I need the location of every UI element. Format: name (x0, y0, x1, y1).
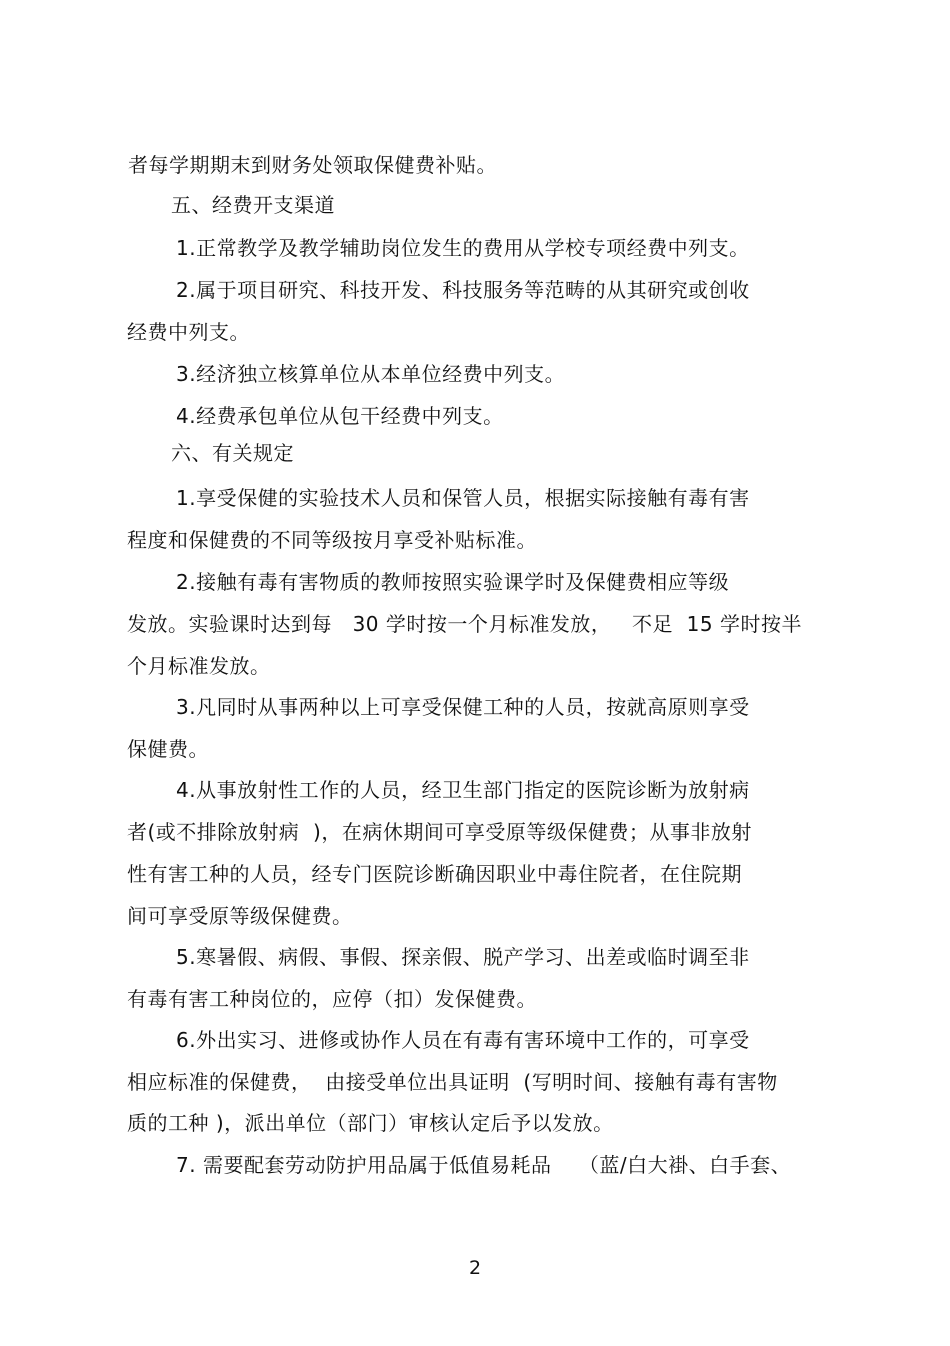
text-line-18: 性有害工种的人员，经专门医院诊断确因职业中毒住院者，在住院期 (127, 862, 742, 886)
text-line-10: 程度和保健费的不同等级按月享受补贴标准。 (127, 528, 537, 552)
text-line-7: 4.经费承包单位从包干经费中列支。 (176, 404, 504, 428)
text-line-17: 者(或不排除放射病 )，在病休期间可享受原等级保健费；从事非放射 (127, 820, 752, 844)
text-line-19: 间可享受原等级保健费。 (127, 904, 353, 928)
section-heading-5: 五、经费开支渠道 (171, 193, 335, 217)
text-line-16: 4.从事放射性工作的人员，经卫生部门指定的医院诊断为放射病 (176, 778, 750, 802)
text-line-1: 者每学期期末到财务处领取保健费补贴。 (128, 153, 497, 177)
text-line-3: 1.正常教学及教学辅助岗位发生的费用从学校专项经费中列支。 (176, 236, 750, 260)
text-line-14: 3.凡同时从事两种以上可享受保健工种的人员，按就高原则享受 (176, 695, 750, 719)
text-line-9: 1.享受保健的实验技术人员和保管人员，根据实际接触有毒有害 (176, 486, 750, 510)
text-line-5: 经费中列支。 (127, 320, 250, 344)
text-line-25: 7. 需要配套劳动防护用品属于低值易耗品 （蓝/白大褂、白手套、 (176, 1153, 792, 1177)
text-line-22: 6.外出实习、进修或协作人员在有毒有害环境中工作的，可享受 (176, 1028, 750, 1052)
text-line-6: 3.经济独立核算单位从本单位经费中列支。 (176, 362, 566, 386)
section-heading-6: 六、有关规定 (171, 441, 294, 465)
text-line-13: 个月标准发放。 (127, 654, 271, 678)
text-line-12: 发放。实验课时达到每 30 学时按一个月标准发放， 不足 15 学时按半 (127, 612, 802, 636)
text-line-21: 有毒有害工种岗位的，应停（扣）发保健费。 (127, 987, 537, 1011)
text-line-24: 质的工种 )，派出单位（部门）审核认定后予以发放。 (127, 1111, 614, 1135)
text-line-20: 5.寒暑假、病假、事假、探亲假、脱产学习、出差或临时调至非 (176, 945, 750, 969)
text-line-11: 2.接触有毒有害物质的教师按照实验课学时及保健费相应等级 (176, 570, 730, 594)
text-line-23: 相应标准的保健费， 由接受单位出具证明 (写明时间、接触有毒有害物 (127, 1070, 778, 1094)
text-line-15: 保健费。 (127, 737, 209, 761)
text-line-4: 2.属于项目研究、科技开发、科技服务等范畴的从其研究或创收 (176, 278, 750, 302)
page-number: 2 (468, 1257, 482, 1279)
